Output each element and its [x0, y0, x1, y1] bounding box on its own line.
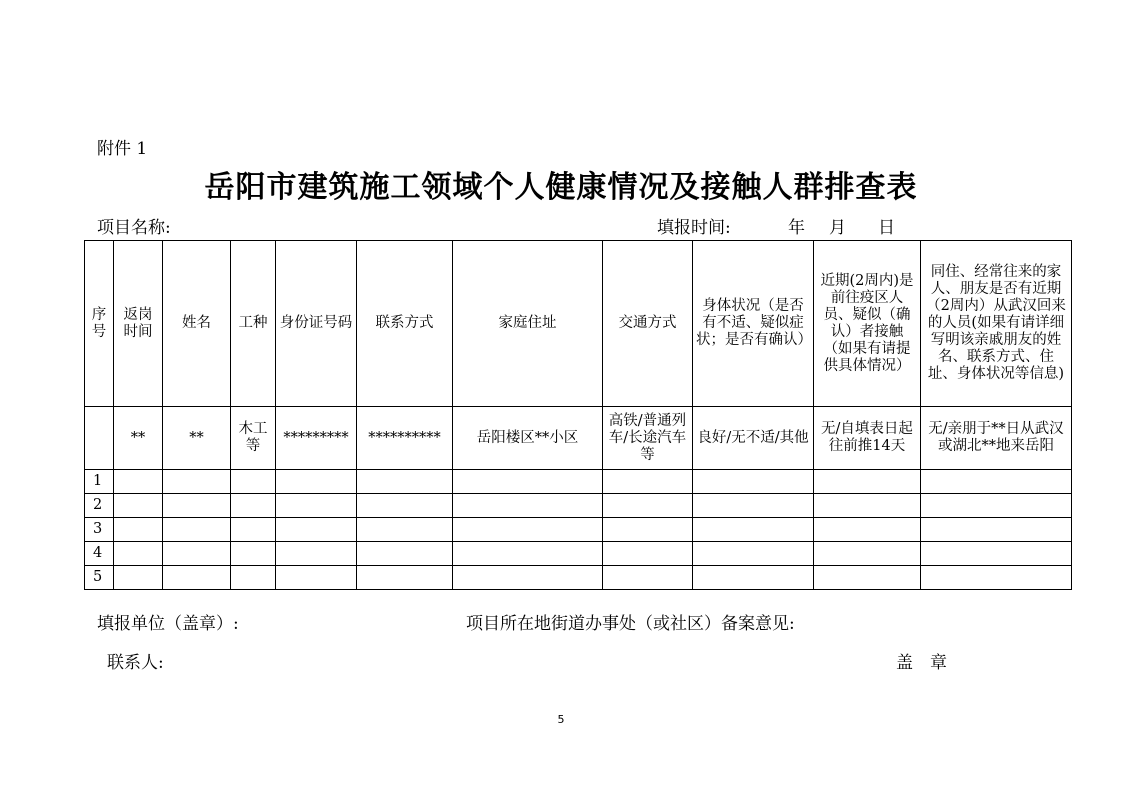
stamp-label: 盖 章 — [896, 653, 947, 673]
example-cell: 高铁/普通列车/长途汽车等 — [603, 407, 693, 470]
health-screening-table — [84, 240, 1072, 590]
example-cell: ********** — [357, 407, 453, 470]
header-cell: 同住、经常往来的家人、朋友是否有近期（2周内）从武汉回来的人员(如果有请详细写明该亲戚朋友的姓名、联系方式、住址、身体状况等信息) — [921, 241, 1072, 407]
header-cell: 近期(2周内)是前往疫区人员、疑似（确认）者接触（如果有请提供具体情况） — [814, 241, 921, 407]
row-number: 3 — [85, 518, 114, 542]
header-cell: 序号 — [85, 241, 114, 407]
example-cell: 无/自填表日起往前推14天 — [814, 407, 921, 470]
header-cell: 交通方式 — [603, 241, 693, 407]
header-cell: 身体状况（是否有不适、疑似症状；是否有确认） — [693, 241, 814, 407]
example-row — [85, 407, 1072, 470]
example-cell: ********* — [276, 407, 357, 470]
example-cell: 良好/无不适/其他 — [693, 407, 814, 470]
row-number: 5 — [85, 566, 114, 590]
row-number: 4 — [85, 542, 114, 566]
street-office-opinion-label: 项目所在地街道办事处（或社区）备案意见: — [466, 614, 795, 634]
row-number: 2 — [85, 494, 114, 518]
month-label: 月 — [829, 218, 846, 238]
header-cell: 家庭住址 — [453, 241, 603, 407]
table-row — [85, 494, 1072, 518]
table-header-row — [85, 241, 1072, 407]
header-cell: 身份证号码 — [276, 241, 357, 407]
table-row — [85, 566, 1072, 590]
example-cell: 无/亲朋于**日从武汉或湖北**地来岳阳 — [921, 407, 1072, 470]
page-title: 岳阳市建筑施工领域个人健康情况及接触人群排查表 — [204, 170, 918, 205]
header-cell: 返岗时间 — [114, 241, 163, 407]
example-cell: ** — [163, 407, 231, 470]
row-number: 1 — [85, 470, 114, 494]
project-name-label: 项目名称: — [97, 218, 171, 238]
example-cell: 岳阳楼区**小区 — [453, 407, 603, 470]
day-label: 日 — [878, 218, 895, 238]
header-cell: 姓名 — [163, 241, 231, 407]
example-cell: ** — [114, 407, 163, 470]
example-cell: 木工等 — [231, 407, 276, 470]
attachment-label: 附件 1 — [97, 139, 148, 159]
contact-person-label: 联系人: — [107, 653, 164, 673]
table-row — [85, 542, 1072, 566]
example-cell — [85, 407, 114, 470]
header-cell: 工种 — [231, 241, 276, 407]
year-label: 年 — [788, 218, 805, 238]
table-row — [85, 470, 1072, 494]
fill-time-label: 填报时间: — [657, 218, 731, 238]
table-row — [85, 518, 1072, 542]
page-number: 5 — [557, 713, 565, 726]
header-cell: 联系方式 — [357, 241, 453, 407]
reporting-unit-label: 填报单位（盖章）: — [97, 614, 239, 634]
